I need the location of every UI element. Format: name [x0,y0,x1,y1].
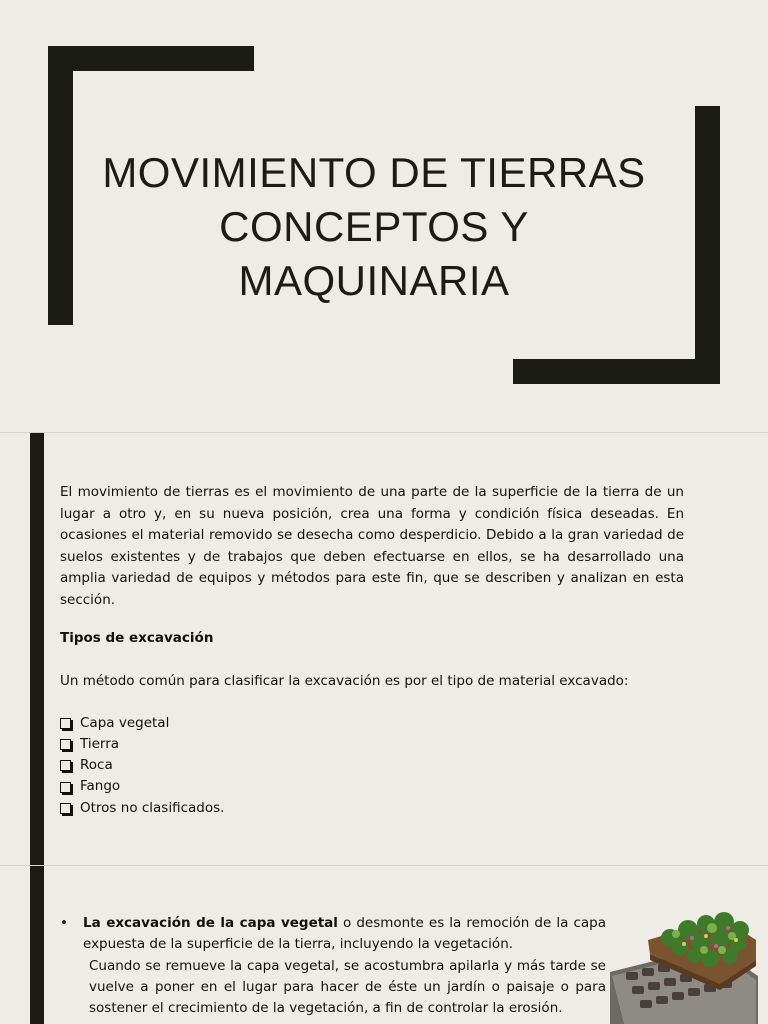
section-heading: Tipos de excavación [60,630,214,646]
bottom-right-bracket-horizontal [513,359,720,384]
list-item-label: Otros no clasificados. [80,799,225,816]
checkbox-icon [60,760,71,771]
list-item-label: Fango [80,778,121,795]
checkbox-icon [60,782,71,793]
bold-term: La excavación de la capa vegetal [83,915,338,931]
vegetal-layer-text [60,913,606,1019]
detail-paragraph: Cuando se remueve la capa vegetal, se acostumbra apilarla y más tarde se vuelve a poner en el lugar para hacer de éste un jardín o paisaje o para sostener el crecimiento de la vegetación, a fin de controlar la erosión. [89,957,606,1017]
top-left-bracket-horizontal [48,46,254,71]
accent-bar [30,866,44,1024]
title-slide [0,0,768,432]
green-roof-image [610,910,758,1024]
title-line-1: MOVIMIENTO DE TIERRAS [102,149,646,196]
title-line-3: MAQUINARIA [238,257,510,304]
intro-paragraph: El movimiento de tierras es el movimiento de una parte de la superficie de la tierra de un lugar a otro y, en su nueva posición, crea una forma y condición física deseadas. En ocasiones el material removido se desecha como desperdicio. Debido a la gran variedad de suelos existentes y de trabajos que deben efectuarse en ellos, se ha desarrollado una amplia variedad de equipos y métodos para este fin, que se describen y analizan en esta sección. [60,484,684,608]
content-slide-vegetal-layer [0,866,768,1024]
checkbox-icon [60,718,71,729]
title-line-2: CONCEPTOS Y [219,203,529,250]
list-item [60,734,684,755]
slide-title [60,146,688,308]
lead-sentence: Un método común para clasificar la excavación es por el tipo de material excavado: [60,673,629,689]
bullet-point [60,913,606,956]
bullet-text: o desmonte es la remoción de la capa expuesta de la superficie de la tierra, incluyendo la vegetación. [83,915,606,953]
content-slide-excavation-types [0,433,768,865]
list-item [60,777,684,798]
list-item [60,755,684,776]
material-checklist [60,713,684,819]
bullet-icon: • [60,915,68,931]
checkbox-icon [60,803,71,814]
list-item [60,798,684,819]
accent-bar [30,433,44,865]
list-item-label: Tierra [80,736,120,753]
list-item-label: Capa vegetal [80,714,170,731]
list-item [60,713,684,734]
list-item-label: Roca [80,757,113,774]
bottom-right-bracket-vertical [695,106,720,384]
checkbox-icon [60,739,71,750]
